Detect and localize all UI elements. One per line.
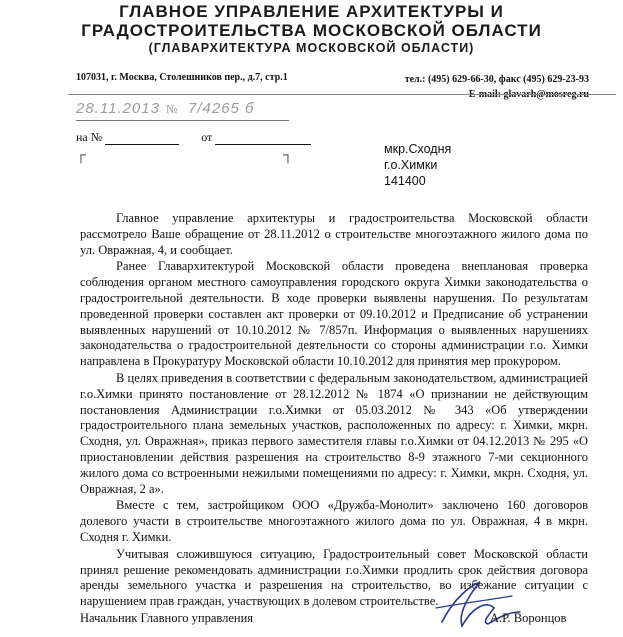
body-paragraph-5: Учитывая сложившуюся ситуацию, Градостроительный совет Московской области принял решение рекомендовать администрации г.о.Химки продлить срок действия договора аренды земельного участка и разрешения на строительство, во избежание ситуации с нарушением прав граждан, участвующих в долевом строительстве. — [80, 546, 588, 609]
reference-to-label: на № — [76, 130, 103, 144]
body-paragraph-2: Ранее Главархитектурой Московской области проведена внеплановая проверка соблюдения органом местного самоуправления городского округа Химки законодательства о градостроительной деятельности. В ходе проверки выявлены нарушения. По результатам проведенной проверки составлен акт проверки от 09.10.2012 и Предписание об устранении выявленных нарушений от 10.10.2012 № 7/857п. Информация о выявленных нарушениях законодательства о градостроительной деятельности со стороны администрации г.о. Химки направлена в Прокуратуру Московской области 10.10.2012 для принятия мер прокурором. — [80, 259, 588, 369]
letter-body — [80, 211, 588, 611]
agency-title-line2: ГРАДОСТРОИТЕЛЬСТВА МОСКОВСКОЙ ОБЛАСТИ — [81, 21, 542, 40]
reference-number-blank — [105, 144, 179, 145]
signatory-title: Начальник Главного управления — [80, 611, 254, 625]
registration-date: 28.11.2013 — [76, 100, 160, 117]
recipient-block — [384, 141, 451, 189]
reference-date-blank — [215, 144, 311, 145]
body-paragraph-1: Главное управление архитектуры и градостроительства Московской области рассмотрело Ваше обращение от 28.11.2012 о строительстве многоэтажного жилого дома по ул. Овражная, 4, и сообщает. — [80, 211, 588, 257]
agency-title-line1: ГЛАВНОЕ УПРАВЛЕНИЕ АРХИТЕКТУРЫ И — [119, 2, 504, 21]
registration-number-label: № — [166, 102, 178, 116]
signatory-name: А.Р. Воронцов — [490, 611, 567, 625]
agency-email: E-mail: glavarh@mosreg.ru — [468, 89, 589, 100]
recipient-postcode: 141400 — [384, 174, 426, 188]
reference-line — [76, 130, 311, 145]
reference-from-label: от — [201, 130, 213, 144]
agency-abbreviation: (ГЛАВАРХИТЕКТУРА МОСКОВСКОЙ ОБЛАСТИ) — [148, 41, 475, 55]
left-corner-mark: ┌ — [76, 148, 86, 163]
body-paragraph-4: Вместе с тем, застройщиком ООО «Дружба-Монолит» заключено 160 договоров долевого участи в строительстве многоэтажного жилого дома по ул. Овражная, 4 в мкрн. Сходня г. Химки. — [80, 498, 588, 544]
header-divider — [68, 94, 616, 95]
agency-address: 107031, г. Москва, Столешников пер., д.7, стр.1 — [76, 72, 288, 83]
recipient-city: г.о.Химки — [384, 158, 438, 172]
recipient-district: мкр.Сходня — [384, 142, 452, 156]
body-paragraph-3: В целях приведения в соответствии с федеральным законодательством, администрацией г.о.Химки принято постановление от 28.12.2012 № 1874 «О признании не действующим постановления Администрации г.о.Химки от 05.03.2012 № 343 «Об утверждении градостроительного плана земельных участков, расположенных по адресу: г. Химки, мкрн. Сходня, ул. Овражная», приказ первого заместителя главы г.о.Химки от 04.12.2013 № 295 «О приостановлении действия разрешения на строительство 8-9 этажного 7-ми секционного жилого дома со встроенными нежилыми помещениями по адресу: г. Химки, мкрн. Сходня, ул. Овражная, 2 а». — [80, 370, 588, 496]
agency-phone: тел.: (495) 629-66-30, факс (495) 629-23-93 — [404, 74, 589, 85]
registration-number: 7/4265 б — [188, 100, 255, 117]
right-corner-mark: ┐ — [283, 148, 293, 163]
agency-contacts — [405, 72, 589, 102]
handwritten-signature — [428, 578, 528, 636]
